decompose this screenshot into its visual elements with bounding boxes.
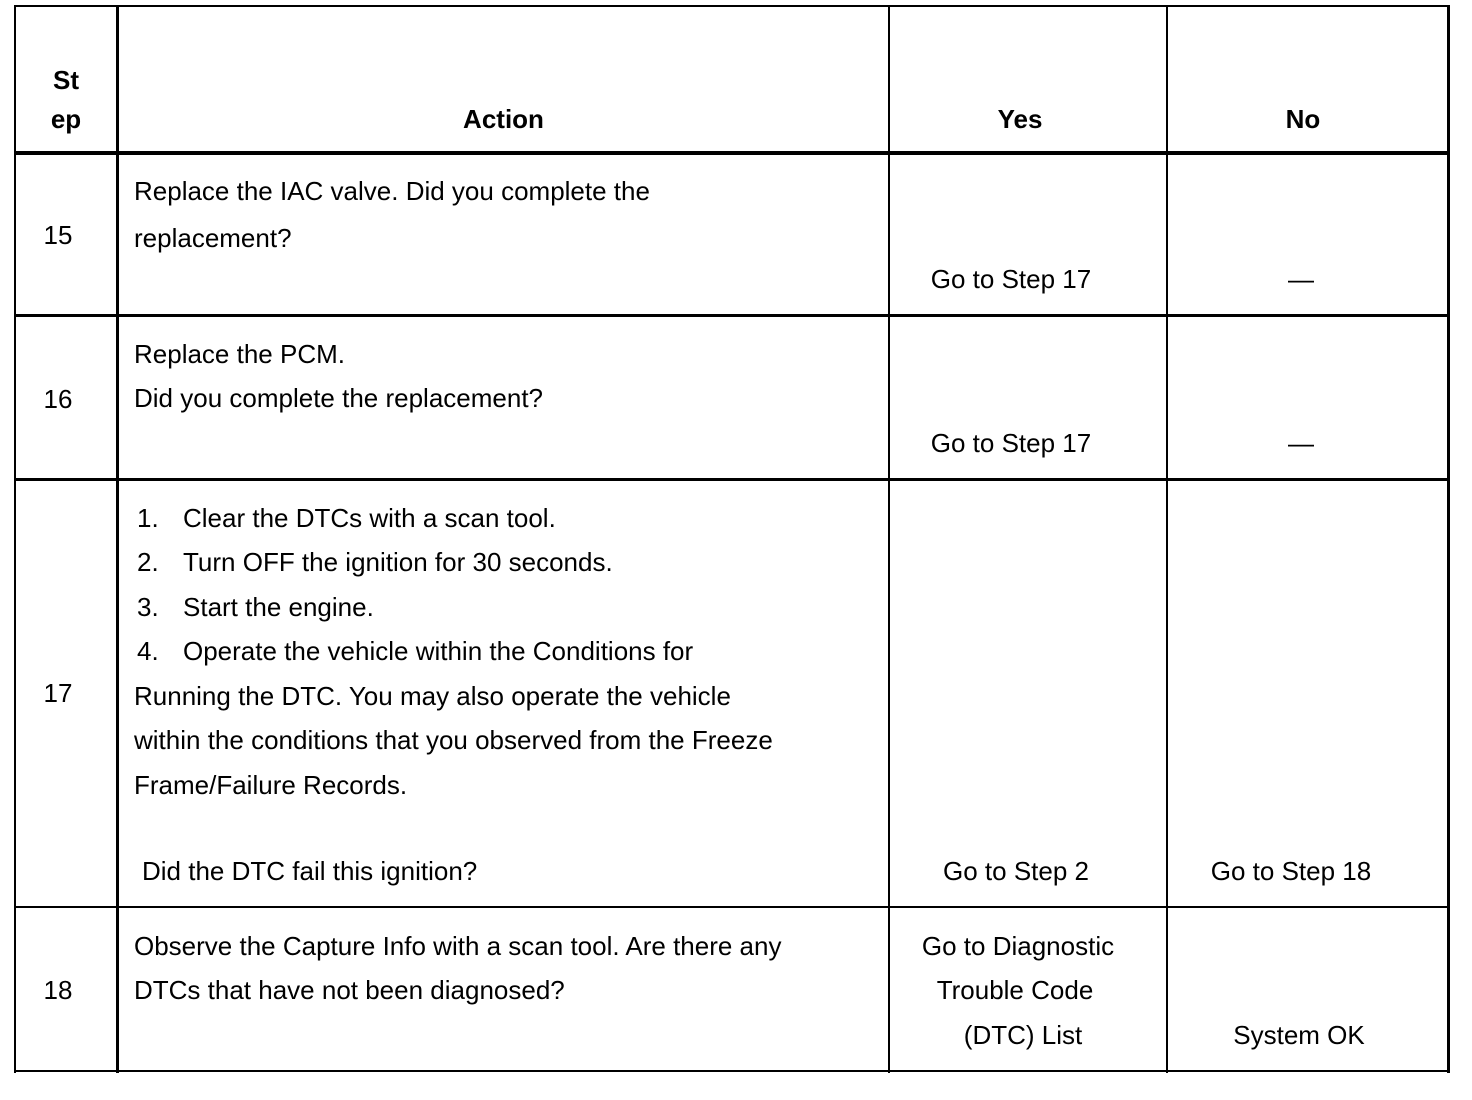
yes-no-divider xyxy=(1166,5,1168,1073)
action-15-line1: Replace the IAC valve. Did you complete the xyxy=(134,176,650,206)
action-17-list-num-1: 1. xyxy=(137,503,159,533)
step-15: 15 xyxy=(43,220,73,250)
action-yes-divider xyxy=(888,5,890,1073)
action-17-line3: Frame/Failure Records. xyxy=(134,770,408,800)
yes-18-line1: Go to Diagnostic xyxy=(921,931,1115,961)
action-18-line2: DTCs that have not been diagnosed? xyxy=(134,975,565,1005)
action-18-line1: Observe the Capture Info with a scan tool. Are there any xyxy=(134,931,782,961)
header-no: No xyxy=(1285,104,1321,134)
header-step-line2: ep xyxy=(50,104,82,134)
table-bottom-border xyxy=(14,1070,1450,1072)
action-16-line1: Replace the PCM. xyxy=(134,339,345,369)
action-16-line2: Did you complete the replacement? xyxy=(134,383,544,413)
header-action: Action xyxy=(463,104,544,134)
no-16: — xyxy=(1288,428,1314,458)
action-17-list-text-2: Turn OFF the ignition for 30 seconds. xyxy=(183,547,613,577)
header-yes: Yes xyxy=(997,104,1043,134)
table-top-border xyxy=(14,5,1450,7)
yes-18-line3: (DTC) List xyxy=(963,1020,1083,1050)
yes-16: Go to Step 17 xyxy=(930,428,1092,458)
no-15: — xyxy=(1288,264,1314,294)
step-16: 16 xyxy=(43,384,73,414)
no-18: System OK xyxy=(1233,1020,1365,1050)
action-17-list-num-3: 3. xyxy=(137,592,159,622)
step-action-divider xyxy=(116,5,119,1073)
action-17-list-text-1: Clear the DTCs with a scan tool. xyxy=(183,503,556,533)
action-17-list-text-3: Start the engine. xyxy=(183,592,374,622)
no-17: Go to Step 18 xyxy=(1210,856,1372,886)
step-17: 17 xyxy=(43,678,73,708)
row-16-bottom-border xyxy=(14,478,1450,481)
action-17-list-text-4: Operate the vehicle within the Conditions for xyxy=(183,636,694,666)
yes-18-line2: Trouble Code xyxy=(936,975,1094,1005)
action-17-question: Did the DTC fail this ignition? xyxy=(142,856,478,886)
action-15-line2: replacement? xyxy=(134,223,292,253)
header-bottom-border xyxy=(14,151,1450,155)
yes-15: Go to Step 17 xyxy=(930,264,1092,294)
table-left-border xyxy=(14,5,16,1073)
row-17-bottom-border xyxy=(14,906,1450,908)
action-17-line2: within the conditions that you observed from the Freeze xyxy=(134,725,773,755)
action-17-line1: Running the DTC. You may also operate the vehicle xyxy=(134,681,731,711)
step-18: 18 xyxy=(43,975,73,1005)
table-right-border xyxy=(1447,5,1450,1073)
action-17-list-num-4: 4. xyxy=(137,636,159,666)
header-step-line1: St xyxy=(53,65,79,95)
action-17-list-num-2: 2. xyxy=(137,547,159,577)
row-15-bottom-border xyxy=(14,314,1450,317)
yes-17: Go to Step 2 xyxy=(943,856,1089,886)
